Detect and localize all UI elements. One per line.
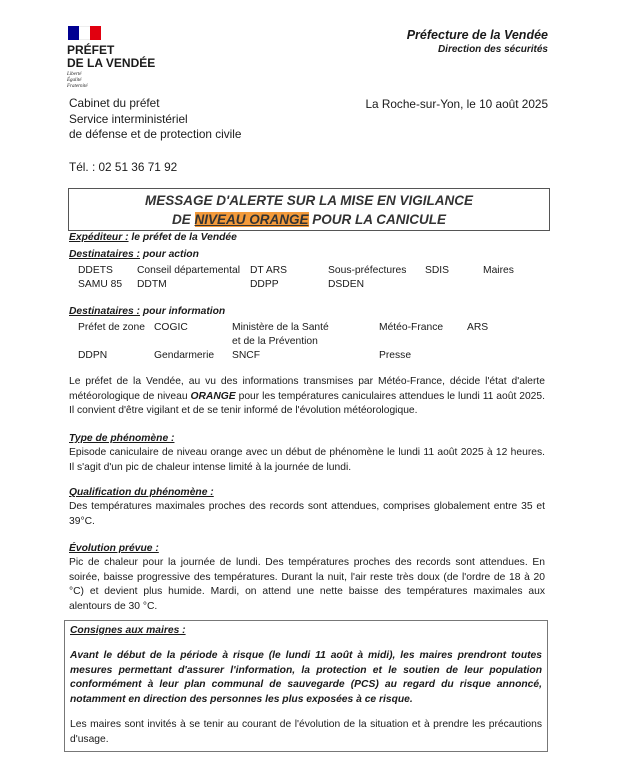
motto-liberte: Liberté bbox=[67, 72, 82, 77]
title-line2-post: POUR LA CANICULE bbox=[308, 212, 447, 227]
evolution-heading: Évolution prévue : bbox=[69, 543, 159, 554]
evolution-text: Pic de chaleur pour la journée de lundi. Des températures proches des records sont attendues. En soirée, baisse progressive des températures. Durant la nuit, l'air reste très doux (de l'ordre de 18 à 20 °C) et devient plus humide. Mardi, on attend une nette baisse des températures maximales aux alentours de 30 °C. bbox=[69, 557, 545, 612]
information-item: et de la Prévention bbox=[232, 336, 318, 347]
french-flag-logo bbox=[68, 26, 101, 40]
information-item: SNCF bbox=[232, 350, 261, 361]
action-item: Conseil départemental bbox=[137, 265, 241, 276]
direction-name: Direction des sécurités bbox=[437, 44, 548, 55]
intro-pre: Le préfet de la Vendée, au vu des informations transmises par Météo-France, décide l'état d'alerte météorologique de niveau bbox=[69, 376, 545, 402]
intro-paragraph bbox=[69, 375, 545, 419]
action-label: Destinataires : bbox=[69, 249, 140, 260]
service-block bbox=[69, 96, 241, 143]
expediteur bbox=[69, 232, 237, 243]
type-heading: Type de phénomène : bbox=[69, 433, 175, 444]
qualification-heading: Qualification du phénomène : bbox=[69, 487, 214, 498]
information-item: Météo-France bbox=[379, 322, 444, 333]
service-line1: Cabinet du préfet bbox=[69, 96, 160, 110]
telephone: Tél. : 02 51 36 71 92 bbox=[69, 160, 178, 174]
information-item: Gendarmerie bbox=[154, 350, 215, 361]
expediteur-value: le préfet de la Vendée bbox=[128, 232, 237, 243]
action-item: DT ARS bbox=[250, 265, 288, 276]
consignes-paragraph1: Avant le début de la période à risque (le lundi 11 août à midi), les maires prendront toutes mesures permettant d'assurer l'information, la protection et le soutien de leur population conformément à leur plan communal de sauvegarde (PCS) au regard du risque annoncé, notamment en direction des personnes les plus exposées à ce risque. bbox=[70, 650, 542, 705]
expediteur-label: Expéditeur : bbox=[69, 232, 129, 243]
information-label: Destinataires : bbox=[69, 306, 140, 317]
consignes-heading: Consignes aux maires : bbox=[70, 625, 186, 636]
title-line2 bbox=[69, 210, 549, 229]
service-line2: Service interministériel bbox=[69, 111, 188, 126]
intro-level: ORANGE bbox=[190, 390, 236, 402]
motto-egalite: Égalité bbox=[67, 78, 82, 83]
information-item: DDPN bbox=[78, 350, 108, 361]
action-item: DSDEN bbox=[328, 279, 365, 290]
action-suffix: pour action bbox=[139, 249, 199, 260]
action-heading bbox=[69, 249, 199, 260]
information-item: COGIC bbox=[154, 322, 188, 333]
title-highlight: NIVEAU ORANGE bbox=[194, 212, 309, 227]
information-item: Préfet de zone bbox=[78, 322, 145, 333]
place-date: La Roche-sur-Yon, le 10 août 2025 bbox=[365, 97, 548, 111]
service-line3: de défense et de protection civile bbox=[69, 127, 242, 141]
action-item: DDETS bbox=[78, 265, 113, 276]
action-item: DDPP bbox=[250, 279, 279, 290]
logo-line2: DE LA VENDÉE bbox=[67, 56, 156, 70]
alert-title-box bbox=[68, 188, 550, 231]
action-item: Sous-préfectures bbox=[328, 265, 407, 276]
consignes-box bbox=[64, 620, 548, 752]
information-item: Presse bbox=[379, 350, 412, 361]
action-item: SAMU 85 bbox=[78, 279, 123, 290]
motto-fraternite: Fraternité bbox=[67, 84, 88, 89]
title-line2-pre: DE bbox=[171, 212, 195, 227]
prefet-logo-title bbox=[67, 44, 155, 70]
title-line1: MESSAGE D'ALERTE SUR LA MISE EN VIGILANCE bbox=[145, 193, 473, 208]
qualification-text: Des températures maximales proches des records sont attendues, comprises globalement entre 35 et 39°C. bbox=[69, 501, 545, 527]
prefecture-name: Préfecture de la Vendée bbox=[406, 28, 548, 42]
type-text: Episode caniculaire de niveau orange avec un début de phénomène le lundi 11 août 2025 à 12 heures. Il s'agit d'un pic de chaleur intense limité à la journée de lundi. bbox=[69, 447, 545, 473]
information-item: Ministère de la Santé bbox=[232, 322, 329, 333]
prefecture-header bbox=[407, 28, 548, 55]
information-heading bbox=[69, 306, 225, 317]
flag-white bbox=[79, 26, 90, 40]
flag-blue bbox=[68, 26, 79, 40]
flag-red bbox=[90, 26, 101, 40]
republic-motto bbox=[67, 72, 88, 90]
information-item: ARS bbox=[467, 322, 489, 333]
action-item: DDTM bbox=[137, 279, 167, 290]
logo-line1: PRÉFET bbox=[67, 43, 115, 57]
intro-post: pour les températures caniculaires attendues le lundi 11 août 2025. Il convient d'être vigilant et de se tenir informé de l'évolution météorologique. bbox=[69, 390, 545, 416]
consignes-paragraph2: Les maires sont invités à se tenir au courant de l'évolution de la situation et à prendre les précautions d'usage. bbox=[70, 719, 542, 745]
action-item: SDIS bbox=[425, 265, 450, 276]
information-suffix: pour information bbox=[139, 306, 226, 317]
action-item: Maires bbox=[483, 265, 514, 276]
